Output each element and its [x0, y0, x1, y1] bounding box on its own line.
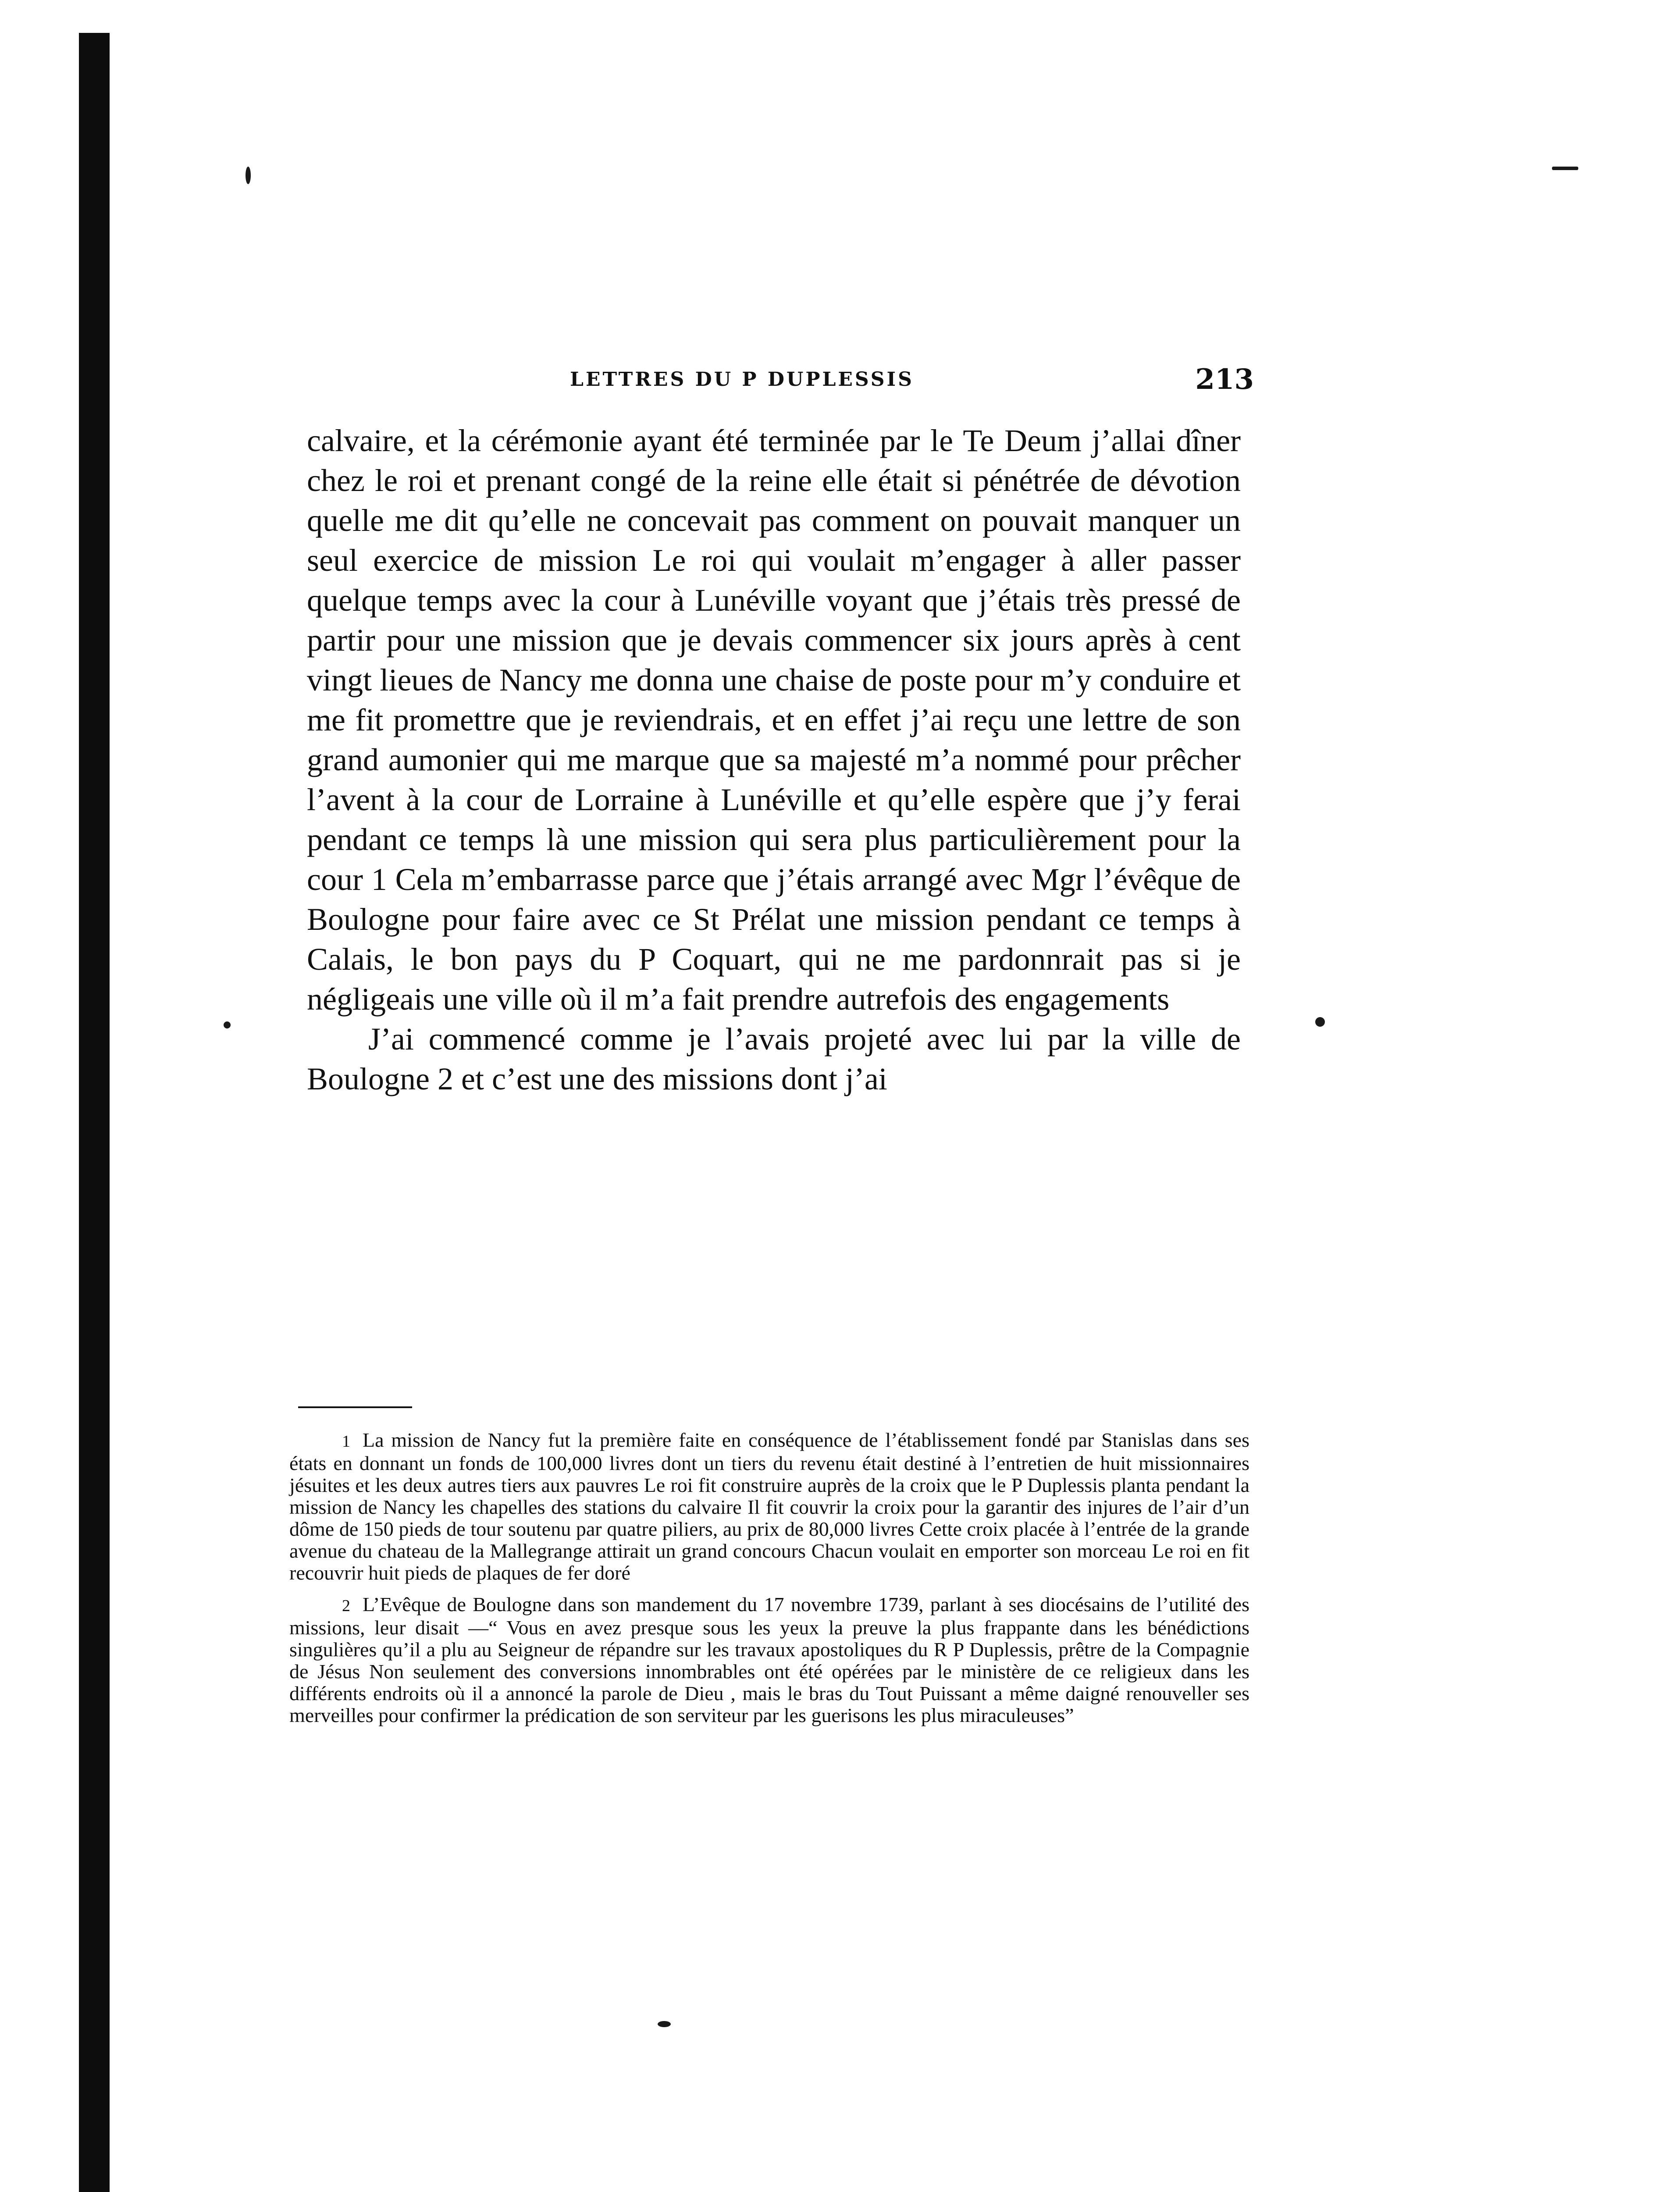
- scan-speck: [246, 167, 251, 184]
- scan-speck: [224, 1021, 231, 1028]
- footnote-number: 1: [342, 1432, 350, 1451]
- scan-speck: [658, 2021, 671, 2027]
- running-title: LETTRES DU P DUPLESSIS: [570, 368, 914, 391]
- footnote-text: La mission de Nancy fut la première faite en conséquence de l’établissement fondé par Stanislas dans ses états en donnant un fonds de 100,000 livres dont un tiers du revenu était destiné à l’entretien de huit missionnaires jésuites et les deux autres tiers aux pauvres Le roi fit construire auprès de la croix que le P Duplessis planta pendant la mission de Nancy les chapelles des stations du calvaire Il fit couvrir la croix pour la garantir des injures de l’air d’un dôme de 150 pieds de tour soutenu par quatre piliers, au prix de 80,000 livres Cette croix placée à l’entrée de la grande avenue du chateau de la Mallegrange attirait un grand concours Chacun voulait en emporter son morceau Le roi en fit recouvrir huit pieds de plaques de fer doré: [289, 1429, 1249, 1584]
- binding-edge: [79, 33, 110, 2192]
- footnote-number: 2: [342, 1597, 350, 1615]
- body-paragraph: J’ai commencé comme je l’avais projeté avec lui par la ville de Boulogne 2 et c’est une des missions dont j’ai: [307, 1021, 1241, 1096]
- page-number: 213: [1195, 363, 1254, 396]
- footnote-text: L’Evêque de Boulogne dans son mandement du 17 novembre 1739, parlant à ses diocésains de l’utilité des missions, leur disait —“ Vous en avez presque sous les yeux la preuve la plus frappante dans les bénédictions singulières qu’il a plu au Seigneur de répandre sur les travaux apostoliques du R P Duplessis, prêtre de la Compagnie de Jésus Non seulement des conversions innombrables ont été opérées par le ministère de ce religieux dans les différents endroits où il a annoncé la parole de Dieu , mais le bras du Tout Puissant a même daigné renouveller ses merveilles pour confirmer la prédication de son serviteur par les guerisons les plus miraculeuses”: [289, 1593, 1249, 1726]
- footnote: [289, 1429, 1249, 1584]
- footnotes: [289, 1429, 1249, 1903]
- running-head: [307, 363, 1254, 403]
- scan-speck: [1315, 1017, 1325, 1027]
- scan-speck: [1552, 167, 1578, 170]
- footnote: [289, 1594, 1249, 1726]
- footnote-rule: [298, 1406, 412, 1408]
- main-text: [307, 421, 1241, 1398]
- body-paragraph: calvaire, et la cérémonie ayant été terminée par le Te Deum j’allai dîner chez le roi et prenant congé de la reine elle était si pénétrée de dévotion quelle me dit qu’elle ne concevait pas comment on pouvait manquer un seul exercice de mission Le roi qui voulait m’engager à aller passer quelque temps avec la cour à Lunéville voyant que j’étais très pressé de partir pour une mission que je devais commencer six jours après à cent vingt lieues de Nancy me donna une chaise de poste pour m’y conduire et me fit promettre que je reviendrais, et en effet j’ai reçu une lettre de son grand aumonier qui me marque que sa majesté m’a nommé pour prêcher l’avent à la cour de Lorraine à Lunéville et qu’elle espère que j’y ferai pendant ce temps là une mission qui sera plus particulièrement pour la cour 1 Cela m’embarrasse parce que j’étais arrangé avec Mgr l’évêque de Boulogne pour faire avec ce St Prélat une mission pendant ce temps à Calais, le bon pays du P Coquart, qui ne me pardonnrait pas si je négligeais une ville où il m’a fait prendre autrefois des engagements: [307, 423, 1241, 1017]
